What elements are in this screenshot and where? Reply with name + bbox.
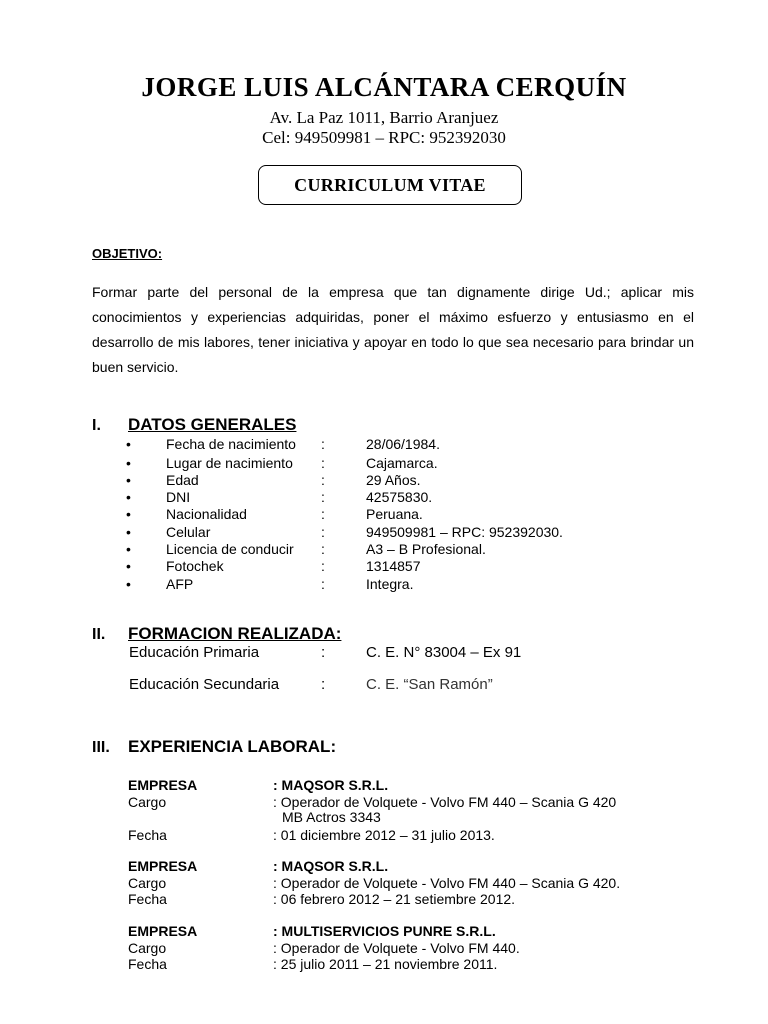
datos-value: Peruana.	[366, 506, 423, 522]
formacion-label: Educación Secundaria	[129, 676, 280, 693]
objective-heading: OBJETIVO:	[92, 246, 163, 261]
empresa-value: : MAQSOR S.R.L.	[273, 858, 389, 874]
cargo-label: Cargo	[128, 875, 167, 891]
separator-colon: :	[321, 455, 325, 471]
section-title-datos: DATOS GENERALES	[128, 415, 297, 434]
cargo-value: : Operador de Volquete - Volvo FM 440 – Scania G 420	[273, 794, 617, 810]
cargo-continuation: MB Actros 3343	[282, 809, 381, 825]
datos-label: Fecha de nacimiento	[166, 436, 296, 452]
bullet: •	[126, 436, 131, 452]
cargo-label: Cargo	[128, 794, 167, 810]
section-number-datos: I.	[92, 417, 101, 434]
phone-numbers: Cel: 949509981 – RPC: 952392030	[262, 128, 506, 147]
formacion-label: Educación Primaria	[129, 644, 260, 661]
separator-colon: :	[321, 576, 325, 592]
fecha-value: : 25 julio 2011 – 21 noviembre 2011.	[273, 956, 498, 972]
cargo-value: : Operador de Volquete - Volvo FM 440.	[273, 940, 520, 956]
datos-label: Fotochek	[166, 558, 224, 574]
datos-value: 949509981 – RPC: 952392030.	[366, 524, 563, 540]
fecha-label: Fecha	[128, 956, 167, 972]
cargo-label: Cargo	[128, 940, 167, 956]
datos-label: DNI	[166, 489, 191, 505]
datos-value: 42575830.	[366, 489, 433, 505]
bullet: •	[126, 506, 131, 522]
cargo-value: : Operador de Volquete - Volvo FM 440 – Scania G 420.	[273, 875, 621, 891]
section-title-formacion: FORMACION REALIZADA:	[128, 624, 342, 643]
bullet: •	[126, 489, 131, 505]
address: Av. La Paz 1011, Barrio Aranjuez	[269, 108, 499, 127]
fecha-value: : 06 febrero 2012 – 21 setiembre 2012.	[273, 891, 516, 907]
datos-value: Integra.	[366, 576, 414, 592]
bullet: •	[126, 524, 131, 540]
datos-value: 29 Años.	[366, 472, 421, 488]
empresa-value: : MULTISERVICIOS PUNRE S.R.L.	[273, 923, 496, 939]
fecha-label: Fecha	[128, 891, 167, 907]
separator-colon: :	[321, 436, 325, 452]
objective-text: Formar parte del personal de la empresa que tan dignamente dirige Ud.; aplicar mis conocimientos y experiencias adquiridas, poner el máximo esfuerzo y entusiasmo en el desarrollo de mis labores, tener iniciativa y apoyar en todo lo que sea necesario para brindar un buen servicio.	[92, 284, 694, 375]
empresa-label: EMPRESA	[128, 923, 198, 939]
datos-label: Edad	[166, 472, 199, 488]
section-number-formacion: II.	[92, 626, 106, 643]
datos-label: Nacionalidad	[166, 506, 247, 522]
fecha-label: Fecha	[128, 827, 167, 843]
separator-colon: :	[321, 489, 325, 505]
datos-label: AFP	[166, 576, 194, 592]
separator-colon: :	[321, 506, 325, 522]
datos-label: Lugar de nacimiento	[166, 455, 293, 471]
section-title-experiencia: EXPERIENCIA LABORAL:	[128, 737, 337, 756]
datos-label: Celular	[166, 524, 211, 540]
formacion-value: C. E. “San Ramón”	[366, 676, 493, 693]
datos-value: A3 – B Profesional.	[366, 541, 486, 557]
separator-colon: :	[321, 676, 326, 693]
empresa-label: EMPRESA	[128, 777, 198, 793]
document-title: CURRICULUM VITAE	[294, 174, 486, 195]
datos-value: 1314857	[366, 558, 421, 574]
candidate-name: JORGE LUIS ALCÁNTARA CERQUÍN	[141, 72, 627, 102]
formacion-value: C. E. N° 83004 – Ex 91	[366, 644, 522, 661]
bullet: •	[126, 576, 131, 592]
document-title-box	[258, 165, 522, 205]
bullet: •	[126, 541, 131, 557]
separator-colon: :	[321, 644, 326, 661]
empresa-label: EMPRESA	[128, 858, 198, 874]
separator-colon: :	[321, 541, 325, 557]
separator-colon: :	[321, 472, 325, 488]
empresa-value: : MAQSOR S.R.L.	[273, 777, 389, 793]
section-number-experiencia: III.	[92, 739, 110, 756]
datos-value: 28/06/1984.	[366, 436, 440, 452]
separator-colon: :	[321, 524, 325, 540]
fecha-value: : 01 diciembre 2012 – 31 julio 2013.	[273, 827, 495, 843]
separator-colon: :	[321, 558, 325, 574]
bullet: •	[126, 558, 131, 574]
datos-label: Licencia de conducir	[166, 541, 294, 557]
bullet: •	[126, 472, 131, 488]
bullet: •	[126, 455, 131, 471]
datos-value: Cajamarca.	[366, 455, 438, 471]
